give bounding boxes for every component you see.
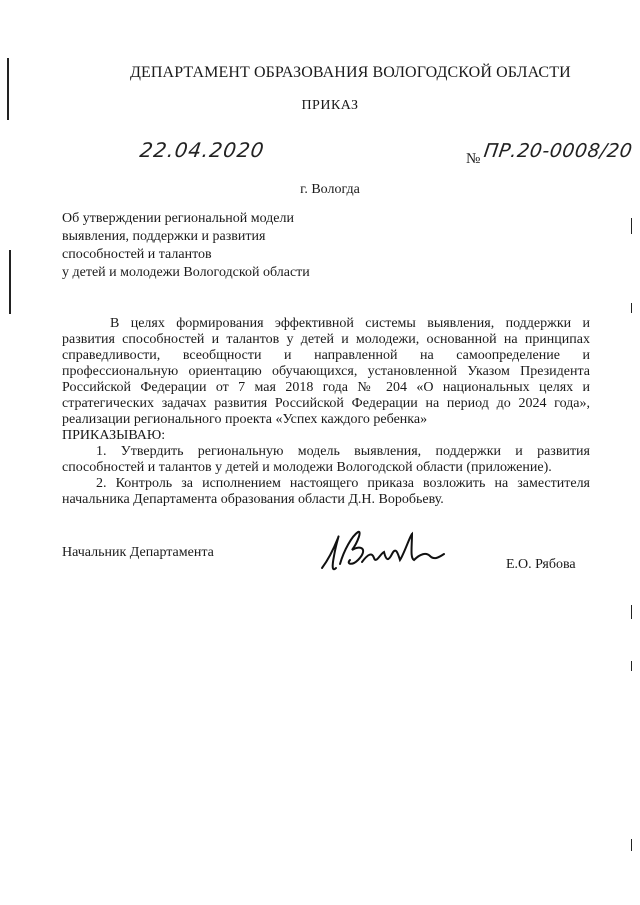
order-word: ПРИКАЗЫВАЮ: [62, 428, 166, 443]
scan-edge-mark [631, 605, 632, 619]
scan-edge-mark [631, 218, 632, 234]
subject-line: Об утверждении региональной модели [62, 211, 294, 226]
city: г. Вологда [300, 182, 360, 197]
order-number: ПР.20-0008/20 [482, 140, 634, 162]
order-body [62, 316, 590, 508]
handwritten-signature [318, 524, 448, 580]
scan-edge-mark [631, 303, 632, 313]
scan-edge-mark [7, 58, 9, 120]
signatory-position: Начальник Департамента [62, 545, 214, 560]
scan-edge-mark [631, 839, 632, 851]
scan-edge-mark [631, 661, 632, 671]
order-item-2: 2. Контроль за исполнением настоящего приказа возложить на заместителя начальника Департамента образования области Д.Н. Воробьеву. [62, 476, 590, 507]
order-item-1: 1. Утвердить региональную модель выявления, поддержки и развития способностей и талантов у детей и молодежи Вологодской области (приложение). [62, 444, 590, 475]
preamble-paragraph: В целях формирования эффективной системы выявления, поддержки и развития способностей и талантов у детей и молодежи, основанной на принципах справедливости, всеобщности и направленной на самоопределение и профессиональную ориентацию обучающихся, установленной Указом Президента Российской Федерации от 7 мая 2018 года № 204 «О национальных целях и стратегических задачах развития Российской Федерации на период до 2024 года», реализации регионального проекта «Успех каждого ребенка» [62, 316, 590, 427]
subject-line: выявления, поддержки и развития [62, 229, 266, 244]
subject-line: у детей и молодежи Вологодской области [62, 265, 310, 280]
scan-edge-mark [9, 250, 11, 314]
document-type: ПРИКАЗ [301, 98, 359, 113]
number-sign: № [466, 151, 481, 167]
signatory-name: Е.О. Рябова [506, 557, 576, 572]
order-subject [62, 210, 362, 282]
subject-line: способностей и талантов [62, 247, 212, 262]
department-title: ДЕПАРТАМЕНТ ОБРАЗОВАНИЯ ВОЛОГОДСКОЙ ОБЛАСТИ [130, 64, 571, 81]
order-date: 22.04.2020 [138, 138, 267, 162]
